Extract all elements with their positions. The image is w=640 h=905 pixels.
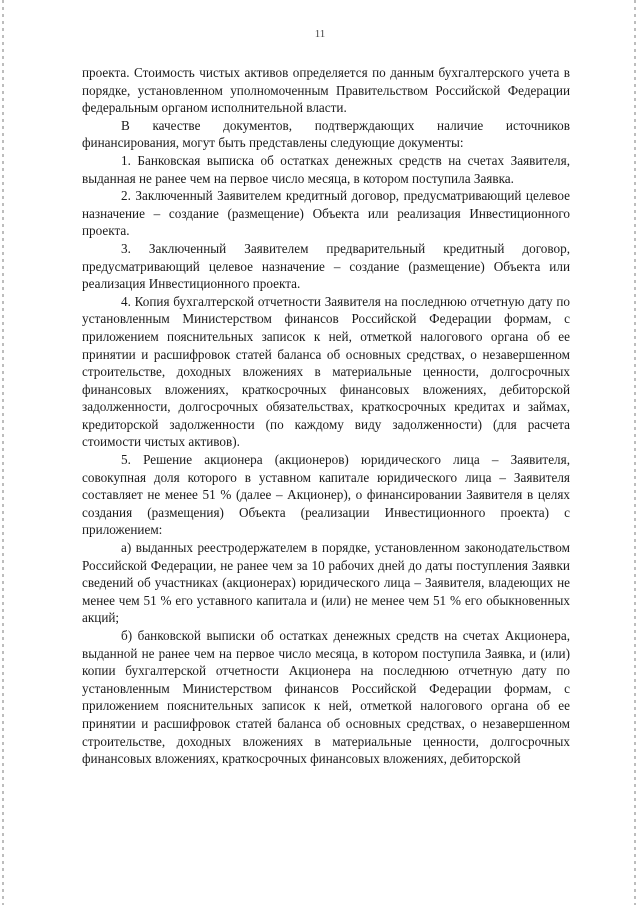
paragraph-item-1: 1. Банковская выписка об остатках денежных средств на счетах Заявителя, выданная не ранее чем на первое число месяца, в котором поступила Заявка.: [82, 152, 570, 186]
document-body: [82, 64, 570, 768]
paragraph-subitem-b: б) банковской выписки об остатках денежных средств на счетах Акционера, выданной не ранее чем на первое число месяца, в котором поступила Заявка, и (или) копии бухгалтерской отчетности Акционера на последнюю отчетную дату по установленным Министерством финансов Российской Федерации формам, с приложением пояснительных записок к ней, отметкой налогового органа об ее принятии и расшифровок статей баланса об основных средствах, о незавершенном строительстве, доходных вложениях в материальные ценности, долгосрочных финансовых вложениях, краткосрочных финансовых вложениях, дебиторской: [82, 628, 570, 767]
paragraph-item-2: 2. Заключенный Заявителем кредитный договор, предусматривающий целевое назначение – создание (размещение) Объекта или реализация Инвестиционного проекта.: [82, 188, 570, 239]
scan-edge-left: [2, 0, 4, 905]
paragraph-intro-documents: В качестве документов, подтверждающих наличие источников финансирования, могут быть представлены следующие документы:: [82, 117, 570, 151]
paragraph-item-5: 5. Решение акционера (акционеров) юридического лица – Заявителя, совокупная доля которого в уставном капитале юридического лица – Заявителя составляет не менее 51 % (далее – Акционер), о финансировании Заявителя в целях создания (размещения) Объекта (реализации Инвестиционного проекта) с приложением:: [82, 452, 570, 538]
scan-edge-right: [634, 0, 636, 905]
paragraph-item-3: 3. Заключенный Заявителем предварительный кредитный договор, предусматривающий целевое назначение – создание (размещение) Объекта или реализация Инвестиционного проекта.: [82, 240, 570, 292]
paragraph-subitem-a: а) выданных реестродержателем в порядке, установленном законодательством Российской Федерации, не ранее чем за 10 рабочих дней до даты поступления Заявки сведений об участниках (акционерах) юридического лица – Заявителя, владеющих не менее чем 51 % его уставного капитала и (или) не менее чем 51 % его обыкновенных акций;: [82, 540, 570, 626]
paragraph-item-4: 4. Копия бухгалтерской отчетности Заявителя на последнюю отчетную дату по установленным Министерством финансов Российской Федерации формам, с приложением пояснительных записок к ней, отметкой налогового органа об ее принятии и расшифровок статей баланса об основных средствах, о незавершенном строительстве, доходных вложениях в материальные ценности, долгосрочных финансовых вложениях, краткосрочных финансовых вложениях, дебиторской задолженности, долгосрочных обязательствах, краткосрочных кредитах и займах, кредиторской задолженности (по каждому виду задолженности) (для расчета стоимости чистых активов).: [82, 293, 570, 450]
page-number: 11: [314, 28, 326, 40]
paragraph-net-assets: проекта. Стоимость чистых активов определяется по данным бухгалтерского учета в порядке, установленном уполномоченным Правительством Российской Федерации федеральным органом исполнительной власти.: [82, 65, 570, 116]
